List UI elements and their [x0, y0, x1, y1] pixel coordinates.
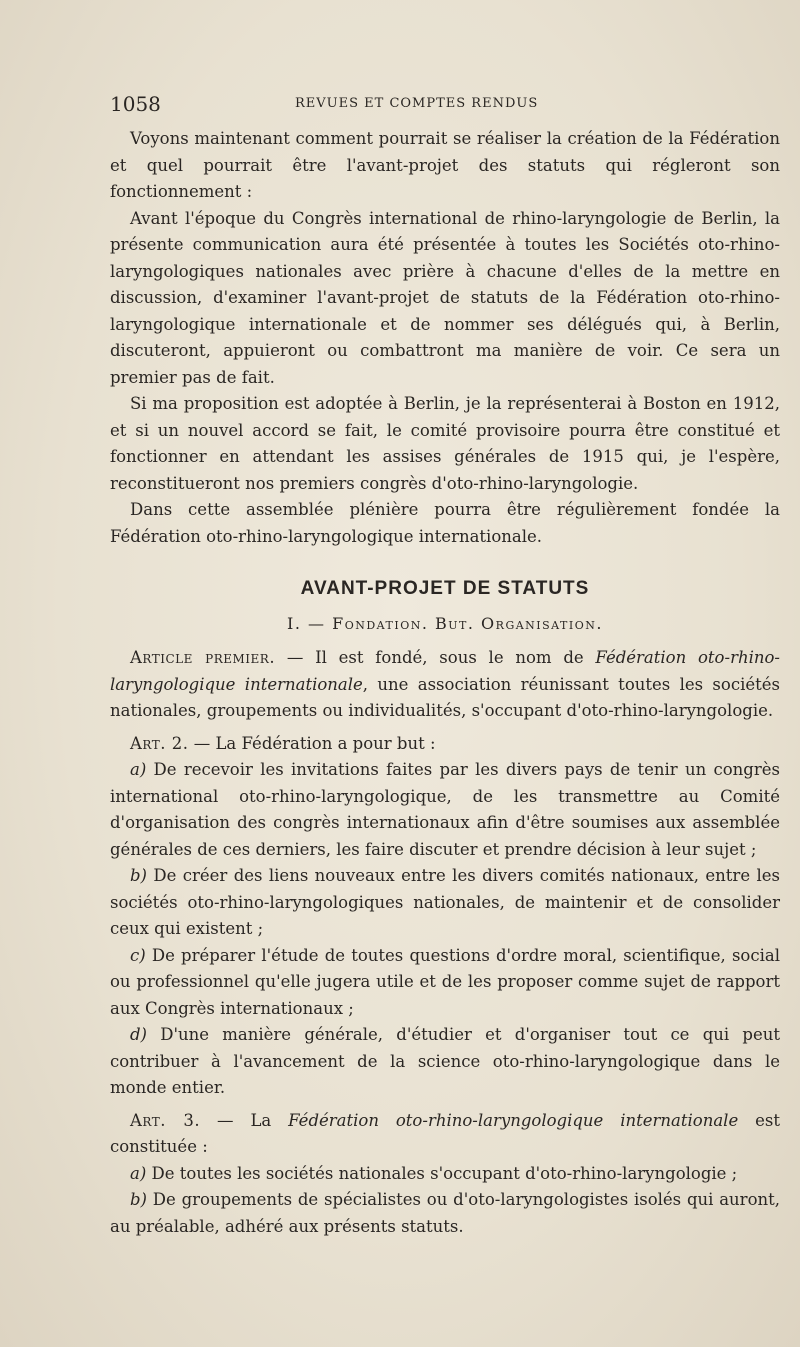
list-item — [110, 1022, 780, 1102]
page-body — [110, 126, 780, 1240]
list-item — [110, 757, 780, 863]
document-title: AVANT-PROJET DE STATUTS — [300, 578, 590, 599]
article-text: — La Fédération a pour but : — [188, 733, 436, 753]
federation-name: Fédération oto-rhino-laryngologique internationale — [288, 1110, 739, 1130]
section-heading: I. — Fondation. But. Organisation. — [287, 613, 603, 633]
paragraph: Voyons maintenant comment pourrait se réaliser la création de la Fédération et quel pourrait être l'avant-projet des statuts qui régleront son fonctionnement : — [110, 129, 780, 201]
item-text: De groupements de spécialistes ou d'oto-laryngologistes isolés qui auront, au préalable, adhéré aux présents statuts. — [110, 1190, 780, 1236]
item-text: De toutes les sociétés nationales s'occupant d'oto-rhino-laryngologie ; — [146, 1163, 738, 1183]
item-letter: a) — [130, 760, 147, 779]
page-header — [110, 92, 780, 116]
item-text: De préparer l'étude de toutes questions d'ordre moral, scientifique, social ou professionnel qu'elle jugera utile et de les proposer comme sujet de rapport aux Congrès internationaux ; — [110, 945, 780, 1018]
federation-name: Fédération oto-rhino-laryngologique internationale — [110, 648, 780, 694]
item-letter: c) — [130, 945, 146, 965]
article-text: — Il est fondé, sous le nom de — [275, 648, 596, 667]
running-head: REVUES ET COMPTES RENDUS — [295, 96, 539, 111]
list-item — [110, 1187, 780, 1240]
paragraph: Dans cette assemblée plénière pourra être régulièrement fondée la Fédération oto-rhino-laryngologique internationale. — [110, 500, 780, 546]
article-3 — [110, 1108, 780, 1161]
article-text: est constituée : — [110, 1110, 780, 1156]
article-text: , une association réunissant toutes les sociétés nationales, groupements ou individualités, s'occupant d'oto-rhino-laryngologie. — [110, 674, 780, 720]
paragraph: Avant l'époque du Congrès international de rhino-laryngologie de Berlin, la présente communication aura été présentée à toutes les Sociétés oto-rhino-laryngologiques nationales avec prière à chacune d'elles de la mettre en discussion, d'examiner l'avant-projet de statuts de la Fédération oto-rhino-laryngologique internationale et de nommer ses délégués qui, à Berlin, discuteront, appuieront ou combattront ma manière de voir. Ce sera un premier pas de fait. — [110, 208, 780, 387]
item-letter: d) — [130, 1025, 147, 1044]
list-item — [110, 863, 780, 943]
item-letter: a) — [130, 1163, 147, 1183]
list-item — [110, 943, 780, 1023]
article-label: Art. 3. — [130, 1110, 201, 1130]
item-letter: b) — [130, 1190, 147, 1209]
page-number: 1058 — [110, 92, 161, 116]
item-letter: b) — [130, 866, 147, 885]
paragraph: Si ma proposition est adoptée à Berlin, je la représenterai à Boston en 1912, et si un nouvel accord se fait, le comité provisoire pourra être constitué et fonctionner en attendant les assises générales de 1915 qui, je l'espère, reconstitueront nos premiers congrès d'oto-rhino-laryngologie. — [110, 394, 780, 493]
item-text: De créer des liens nouveaux entre les divers comités nationaux, entre les sociétés oto-rhino-laryngologiques nationales, de maintenir et de consolider ceux qui existent ; — [110, 866, 780, 938]
article-text: — La — [200, 1110, 289, 1130]
item-text: De recevoir les invitations faites par les divers pays de tenir un congrès international oto-rhino-laryngologique, de les transmettre au Comité d'organisation des congrès internationaux afin d'être soumises aux assemblée générales de ces derniers, les faire discuter et prendre décision à leur sujet ; — [110, 760, 780, 859]
article-label: Article premier. — [130, 648, 276, 667]
list-item — [110, 1161, 780, 1188]
article-2 — [110, 731, 780, 758]
item-text: D'une manière générale, d'étudier et d'organiser tout ce qui peut contribuer à l'avancement de la science oto-rhino-laryngologique dans le monde entier. — [110, 1025, 780, 1097]
article-1 — [110, 645, 780, 725]
article-label: Art. 2. — [130, 733, 189, 753]
